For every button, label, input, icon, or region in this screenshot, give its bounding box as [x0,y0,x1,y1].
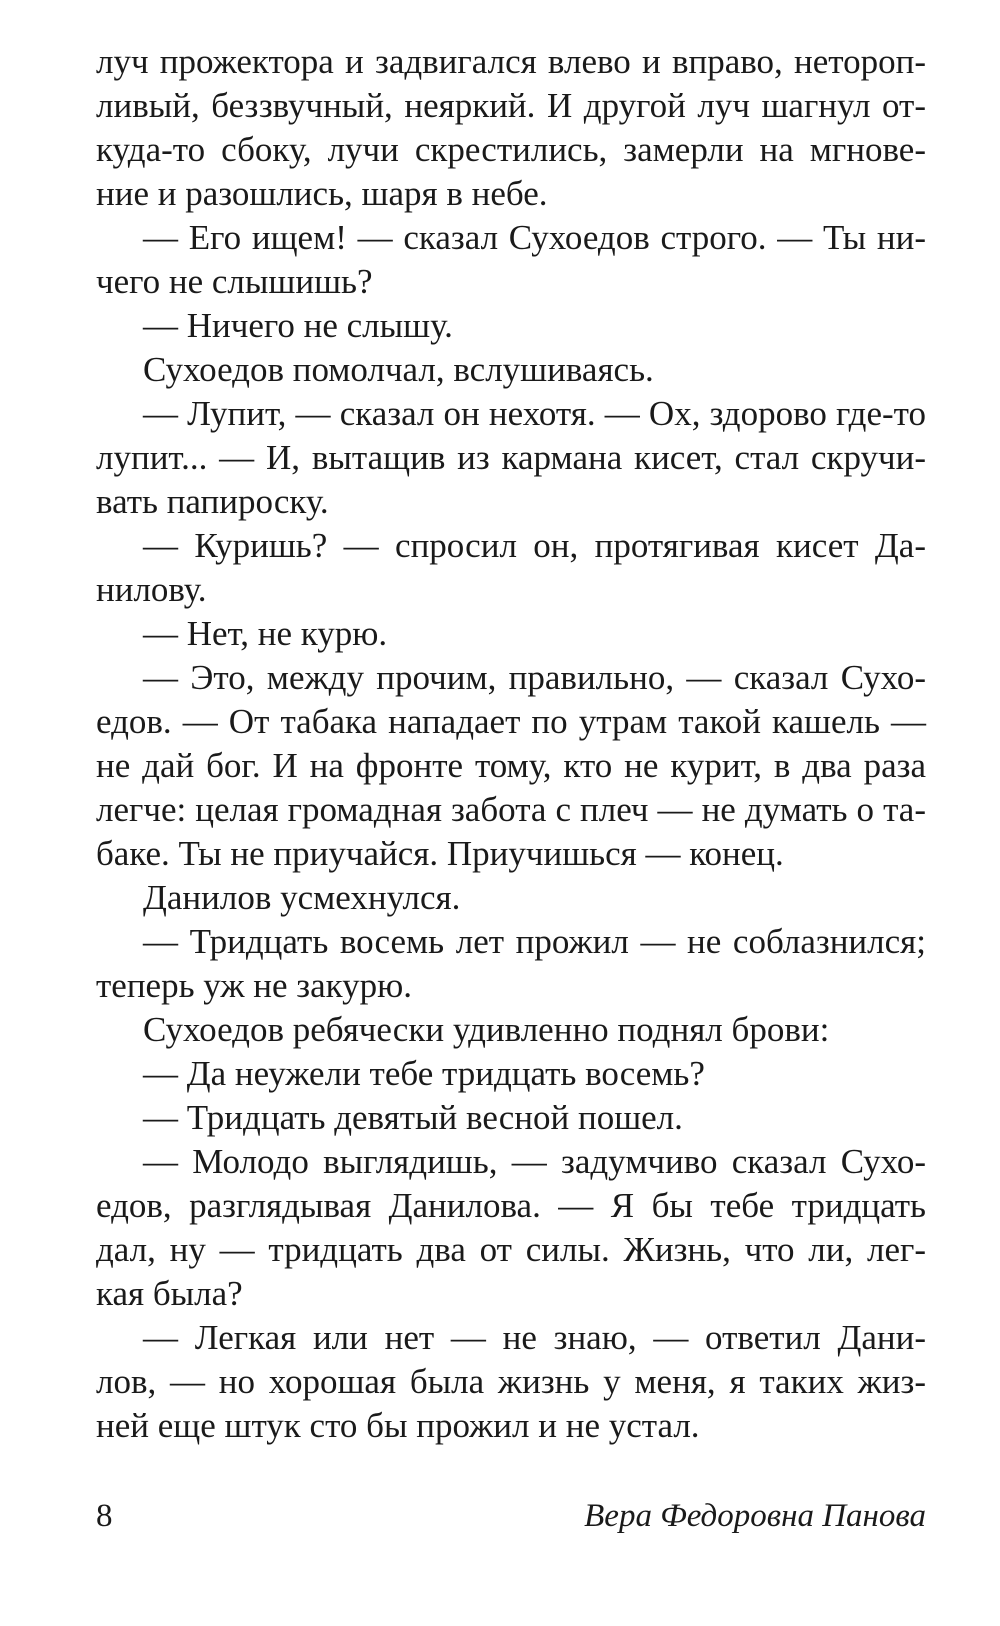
text-line: вать папироску. [96,482,329,521]
paragraph-first-line: — Это, между прочим, правильно, — сказал Сухо- [143,658,926,697]
page-number: 8 [96,1498,113,1534]
paragraph-first-line: — Лупит, — сказал он нехотя. — Ох, здорово где-то [143,394,926,433]
text-line: ливый, беззвучный, неяркий. И другой луч шагнул от- [96,86,926,125]
paragraph-first-line: — Тридцать девятый весной пошел. [143,1098,683,1137]
text-line: кая была? [96,1274,243,1313]
running-title: Вера Федоровна Панова [584,1498,926,1534]
paragraph-first-line: — Ничего не слышу. [143,306,453,345]
paragraph-first-line: — Тридцать восемь лет прожил — не соблазнился; [143,922,926,961]
paragraph-first-line: Сухоедов ребячески удивленно поднял брови: [143,1010,830,1049]
text-line: луч прожектора и задвигался влево и вправо, нетороп- [96,42,926,81]
text-line: едов, разглядывая Данилова. — Я бы тебе тридцать [96,1186,926,1225]
text-line: лов, — но хорошая была жизнь у меня, я таких жиз- [96,1362,926,1401]
text-line: баке. Ты не приучайся. Приучишься — конец. [96,834,784,873]
paragraph-first-line: — Молодо выглядишь, — задумчиво сказал Сухо- [143,1142,926,1181]
text-line: лупит... — И, вытащив из кармана кисет, стал скручи- [96,438,926,477]
text-line: легче: целая громадная забота с плеч — не думать о та- [96,790,926,829]
text-line: едов. — От табака нападает по утрам такой кашель — [96,702,926,741]
page-footer [96,1494,926,1538]
text-line: теперь уж не закурю. [96,966,413,1005]
paragraph-first-line: — Да неужели тебе тридцать восемь? [143,1054,705,1093]
text-line: ние и разошлись, шаря в небе. [96,174,548,213]
paragraph-first-line: — Нет, не курю. [143,614,388,653]
text-line: куда-то сбоку, лучи скрестились, замерли на мгнове- [96,130,926,169]
text-line: ней еще штук сто бы прожил и не устал. [96,1406,700,1445]
paragraph-first-line: — Легкая или нет — не знаю, — ответил Дани- [143,1318,926,1357]
text-line: чего не слышишь? [96,262,373,301]
paragraph-first-line: Сухоедов помолчал, вслушиваясь. [143,350,654,389]
text-line: нилову. [96,570,207,609]
page-body-text [96,40,926,1448]
text-line: дал, ну — тридцать два от силы. Жизнь, что ли, лег- [96,1230,926,1269]
text-line: не дай бог. И на фронте тому, кто не курит, в два раза [96,746,926,785]
paragraph-first-line: — Его ищем! — сказал Сухоедов строго. — Ты ни- [143,218,926,257]
paragraph-first-line: Данилов усмехнулся. [143,878,461,917]
paragraph-first-line: — Куришь? — спросил он, протягивая кисет Да- [143,526,926,565]
